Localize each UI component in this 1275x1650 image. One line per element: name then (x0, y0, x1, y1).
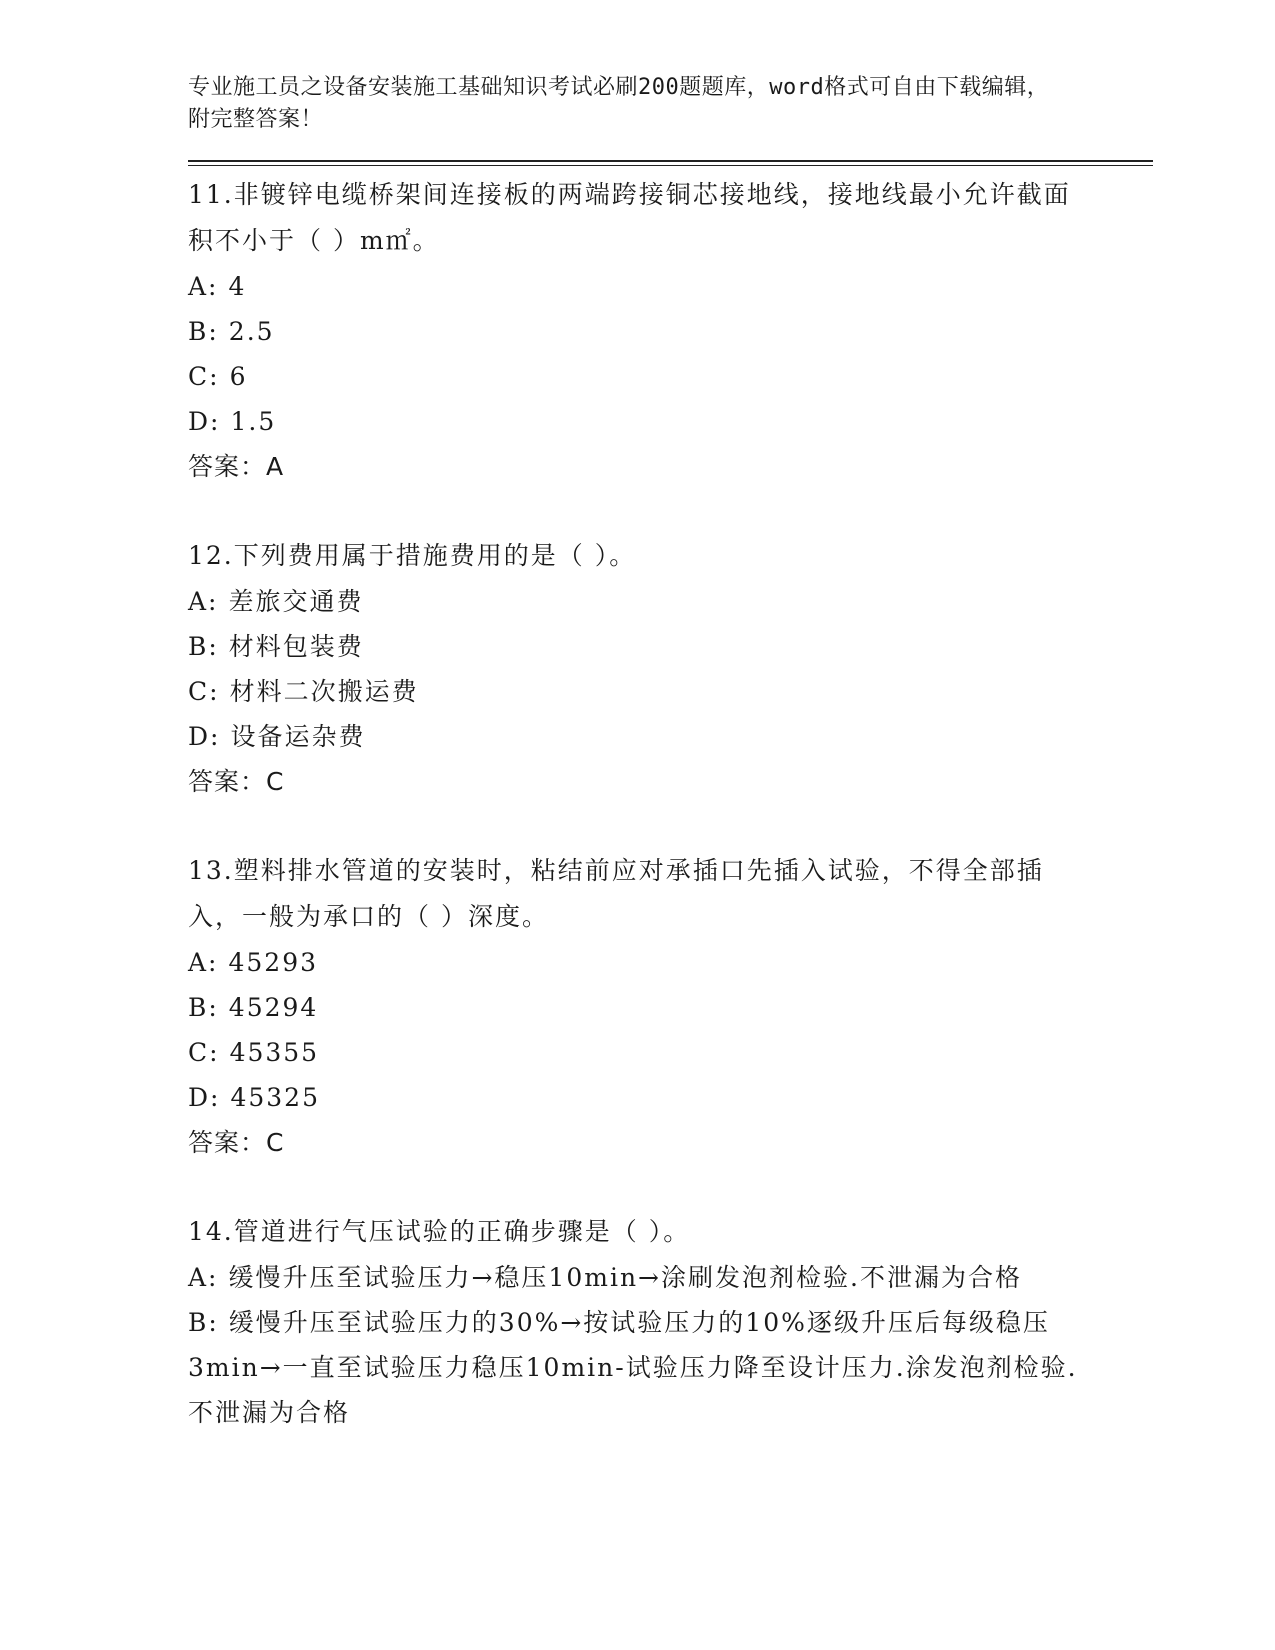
question-text: 14.管道进行气压试验的正确步骤是（ ）。 (188, 1217, 691, 1246)
option-text: 1.5 (230, 407, 277, 436)
answer: 答案：C (188, 767, 285, 796)
question-14 (188, 1209, 1148, 1435)
option-c (188, 1030, 1078, 1075)
question-11 (188, 172, 1148, 489)
header-divider (188, 160, 1153, 166)
option-a (188, 264, 1078, 309)
option-d (188, 1075, 1078, 1120)
option-d (188, 399, 1078, 444)
option-label: C: (188, 362, 220, 391)
option-text: 材料包装费 (228, 632, 364, 661)
option-b (188, 309, 1078, 354)
option-text: 6 (229, 362, 248, 391)
option-label: B: (188, 317, 219, 346)
question-12 (188, 533, 1148, 804)
option-a (188, 579, 1078, 624)
question-text: 11.非镀锌电缆桥架间连接板的两端跨接铜芯接地线，接地线最小允许截面积不小于（ ）m㎡。 (188, 180, 1071, 255)
option-text: 材料二次搬运费 (229, 677, 419, 706)
option-label: B: (188, 632, 219, 661)
document-page (188, 72, 1148, 1479)
option-label: A: (188, 272, 219, 301)
option-text: 4 (228, 272, 247, 301)
answer: 答案：C (188, 1128, 285, 1157)
option-text: 缓慢升压至试验压力的30%→按试验压力的10%逐级升压后每级稳压3min→一直至试验压力稳压10min-试验压力降至设计压力.涂发泡剂检验.不泄漏为合格 (188, 1308, 1078, 1427)
option-label: D: (188, 722, 221, 751)
option-text: 缓慢升压至试验压力→稳压10min→涂刷发泡剂检验.不泄漏为合格 (228, 1263, 1022, 1292)
option-label: C: (188, 1038, 220, 1067)
option-label: A: (188, 587, 219, 616)
option-b (188, 624, 1078, 669)
document-header: 专业施工员之设备安装施工基础知识考试必刷200题题库，word格式可自由下载编辑，附完整答案！ (188, 75, 1050, 132)
answer: 答案：A (188, 452, 285, 481)
question-13 (188, 848, 1148, 1165)
option-text: 2.5 (228, 317, 275, 346)
option-label: C: (188, 677, 220, 706)
option-b (188, 985, 1078, 1030)
option-label: D: (188, 407, 221, 436)
option-label: B: (188, 993, 219, 1022)
option-text: 45294 (228, 993, 319, 1022)
question-list (188, 172, 1148, 1435)
question-text: 12.下列费用属于措施费用的是（ ）。 (188, 541, 637, 570)
option-label: A: (188, 948, 219, 977)
option-text: 45325 (230, 1083, 320, 1112)
question-text: 13.塑料排水管道的安装时，粘结前应对承插口先插入试验，不得全部插入，一般为承口的（ ）深度。 (188, 856, 1044, 931)
option-c (188, 354, 1078, 399)
option-label: D: (188, 1083, 221, 1112)
option-text: 差旅交通费 (228, 587, 364, 616)
option-text: 45293 (228, 948, 319, 977)
option-label: B: (188, 1308, 219, 1337)
option-a (188, 940, 1078, 985)
option-a (188, 1255, 1078, 1300)
option-c (188, 669, 1078, 714)
option-b (188, 1300, 1078, 1435)
option-d (188, 714, 1078, 759)
option-text: 45355 (229, 1038, 320, 1067)
option-text: 设备运杂费 (230, 722, 366, 751)
option-label: A: (188, 1263, 219, 1292)
